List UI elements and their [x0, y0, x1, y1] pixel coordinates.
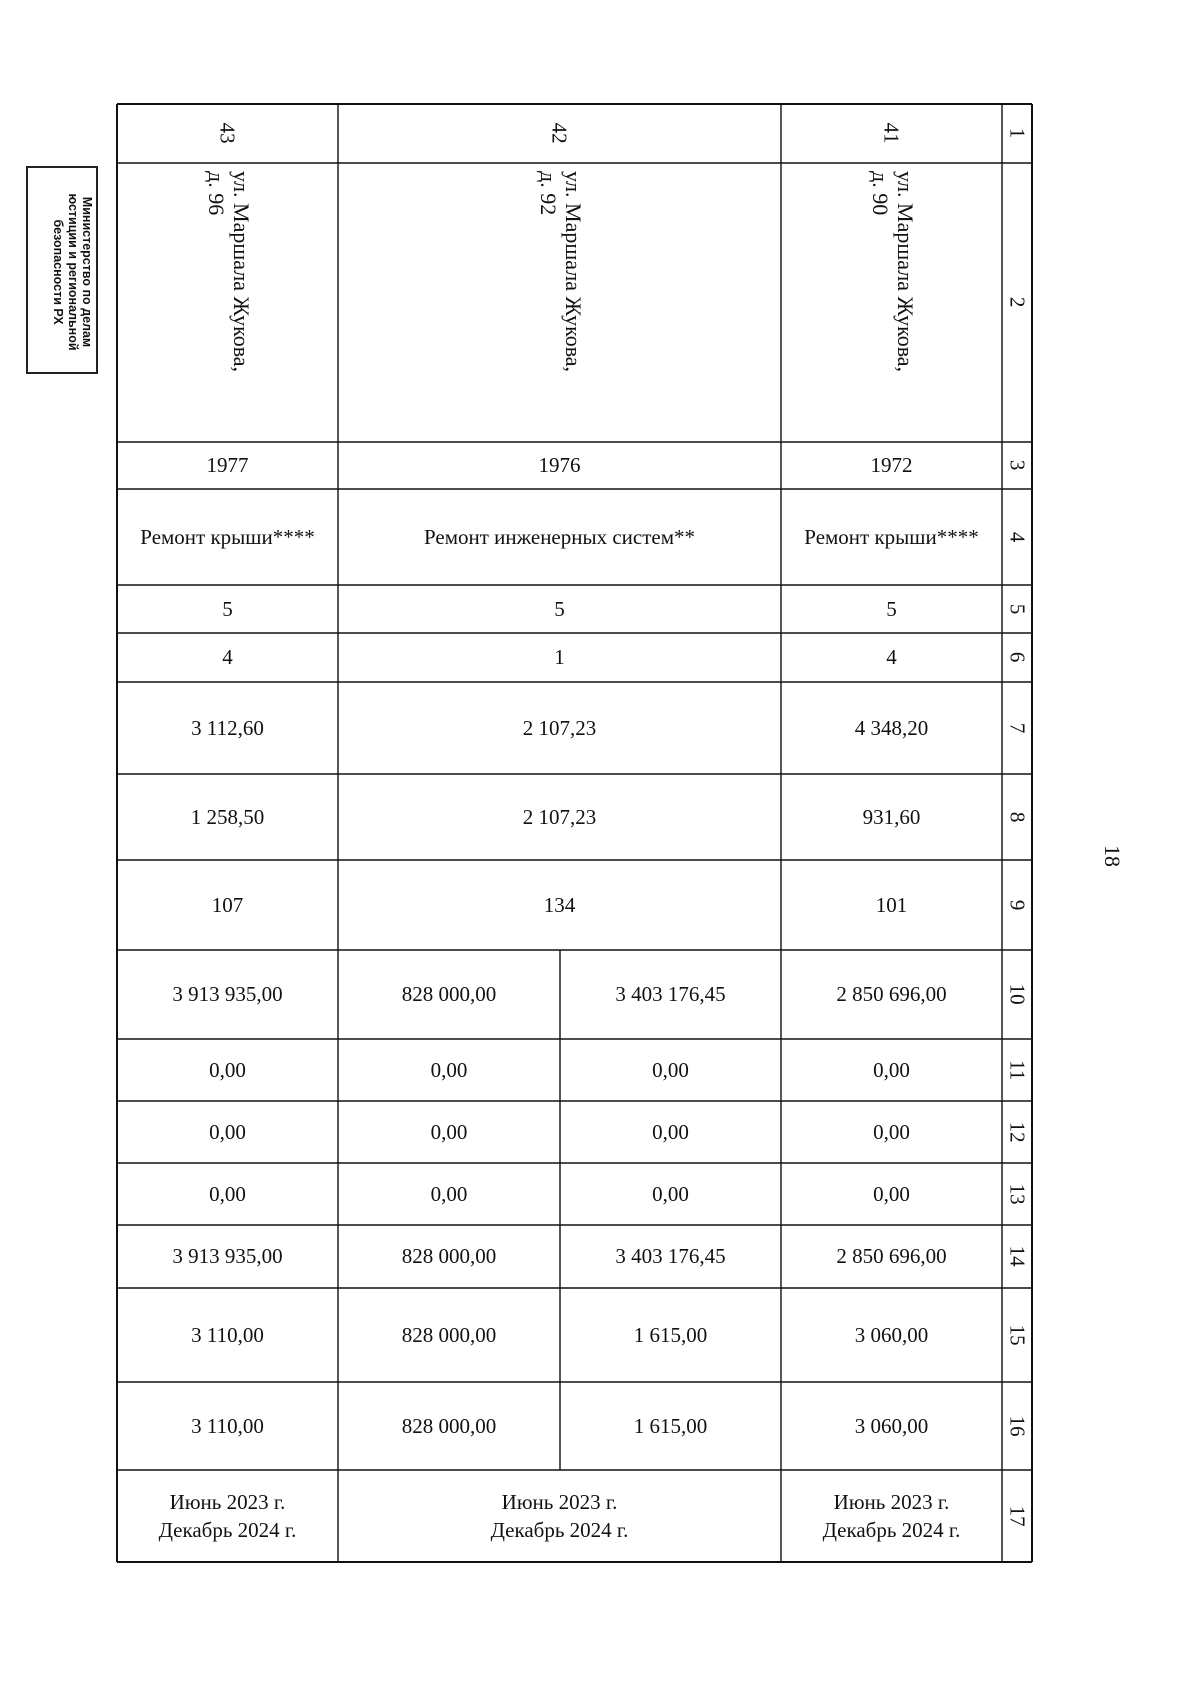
entry-number-text: 43: [215, 123, 240, 144]
value-cell: 5: [886, 596, 897, 621]
address-cell: ул. Маршала Жукова, д. 92: [535, 171, 586, 373]
value-cell: 134: [543, 892, 576, 917]
column-number: [1002, 1382, 1032, 1470]
column-number-text: 17: [1005, 1505, 1030, 1527]
column-number: [1002, 950, 1032, 1039]
value-cell: 3 403 176,45: [615, 982, 726, 1007]
value-cell: 4: [222, 645, 233, 670]
column-number: [1002, 442, 1032, 489]
column-number: [1002, 489, 1032, 585]
value-cell: 0,00: [209, 1057, 246, 1082]
column-number-text: 1: [1005, 128, 1030, 139]
value-cell: 0,00: [873, 1119, 910, 1144]
value-cell: 5: [554, 596, 565, 621]
entry-number-text: 41: [879, 123, 904, 144]
value-cell: 828 000,00: [401, 1413, 497, 1438]
value-cell: 0,00: [652, 1181, 689, 1206]
period-cell: Июнь 2023 г. Декабрь 2024 г.: [158, 1489, 297, 1542]
work-type-cell: Ремонт крыши****: [804, 524, 979, 549]
column-number: [1002, 633, 1032, 682]
column-number-text: 4: [1005, 531, 1030, 543]
work-type-cell: Ремонт инженерных систем**: [423, 524, 696, 549]
column-number: [1002, 1101, 1032, 1163]
column-number-text: 7: [1005, 722, 1030, 734]
value-cell: 1 615,00: [633, 1322, 708, 1347]
address-cell: ул. Маршала Жукова, д. 90: [867, 171, 918, 373]
column-number: [1002, 1163, 1032, 1225]
entry-number: [117, 104, 338, 163]
value-cell: 0,00: [652, 1057, 689, 1082]
stamp-text: Министерство по делам юстиции и региональной безопасности РХ: [51, 193, 94, 351]
value-cell: 3 913 935,00: [172, 1244, 283, 1269]
value-cell: 1 615,00: [633, 1413, 708, 1438]
column-number-text: 9: [1005, 899, 1030, 911]
value-cell: 1976: [538, 453, 581, 478]
value-cell: 0,00: [209, 1119, 246, 1144]
value-cell: 2 850 696,00: [836, 982, 947, 1007]
value-cell: 0,00: [430, 1181, 468, 1206]
value-cell: 0,00: [430, 1057, 468, 1082]
entry-number: [338, 104, 781, 163]
value-cell: 828 000,00: [401, 1244, 497, 1269]
value-cell: 3 112,60: [191, 715, 264, 740]
value-cell: 101: [875, 892, 908, 917]
column-number-text: 13: [1005, 1183, 1030, 1205]
value-cell: 3 060,00: [854, 1322, 929, 1347]
value-cell: 2 107,23: [522, 804, 597, 829]
value-cell: 0,00: [209, 1181, 246, 1206]
column-number: [1002, 682, 1032, 774]
column-number: [1002, 1288, 1032, 1382]
value-cell: 0,00: [873, 1057, 910, 1082]
value-cell: 0,00: [873, 1181, 910, 1206]
value-cell: 931,60: [862, 804, 921, 829]
column-number: [1002, 1225, 1032, 1288]
value-cell: 4 348,20: [854, 715, 929, 740]
column-number-text: 11: [1005, 1059, 1030, 1081]
value-cell: 4: [886, 645, 897, 670]
value-cell: 1: [554, 645, 565, 670]
value-cell: 0,00: [652, 1119, 689, 1144]
page-number: 18: [1100, 845, 1125, 867]
column-number-text: 8: [1005, 811, 1030, 823]
value-cell: 828 000,00: [401, 982, 497, 1007]
column-number-text: 2: [1005, 297, 1030, 308]
work-type-cell: Ремонт крыши****: [140, 524, 315, 549]
entry-number-text: 42: [547, 123, 572, 144]
column-number: [1002, 1039, 1032, 1101]
column-number: [1002, 585, 1032, 633]
column-number-text: 3: [1005, 460, 1030, 471]
value-cell: 828 000,00: [401, 1322, 497, 1347]
column-number-text: 15: [1005, 1324, 1030, 1346]
value-cell: 107: [211, 892, 244, 917]
column-number-text: 5: [1005, 603, 1030, 615]
value-cell: 3 913 935,00: [172, 982, 283, 1007]
value-cell: 3 110,00: [191, 1322, 264, 1347]
column-number-text: 16: [1005, 1415, 1030, 1437]
value-cell: 2 850 696,00: [836, 1244, 947, 1269]
column-number: [1002, 860, 1032, 950]
entry-number: [781, 104, 1002, 163]
value-cell: 3 403 176,45: [615, 1244, 726, 1269]
column-number: [1002, 104, 1032, 163]
period-cell: Июнь 2023 г. Декабрь 2024 г.: [822, 1489, 961, 1542]
address-cell: ул. Маршала Жукова, д. 96: [203, 171, 254, 373]
column-number-text: 12: [1005, 1121, 1030, 1143]
column-number: [1002, 163, 1032, 442]
value-cell: 2 107,23: [522, 715, 597, 740]
value-cell: 0,00: [430, 1119, 468, 1144]
value-cell: 3 060,00: [854, 1413, 929, 1438]
column-number-text: 10: [1005, 984, 1030, 1005]
value-cell: 3 110,00: [191, 1413, 264, 1438]
value-cell: 5: [222, 596, 233, 621]
value-cell: 1 258,50: [190, 804, 265, 829]
value-cell: 1977: [206, 453, 249, 478]
period-cell: Июнь 2023 г. Декабрь 2024 г.: [490, 1489, 629, 1542]
column-number-text: 14: [1005, 1246, 1030, 1267]
value-cell: 1972: [870, 453, 913, 478]
column-number: [1002, 774, 1032, 860]
column-number: [1002, 1470, 1032, 1562]
column-number-text: 6: [1005, 652, 1030, 663]
